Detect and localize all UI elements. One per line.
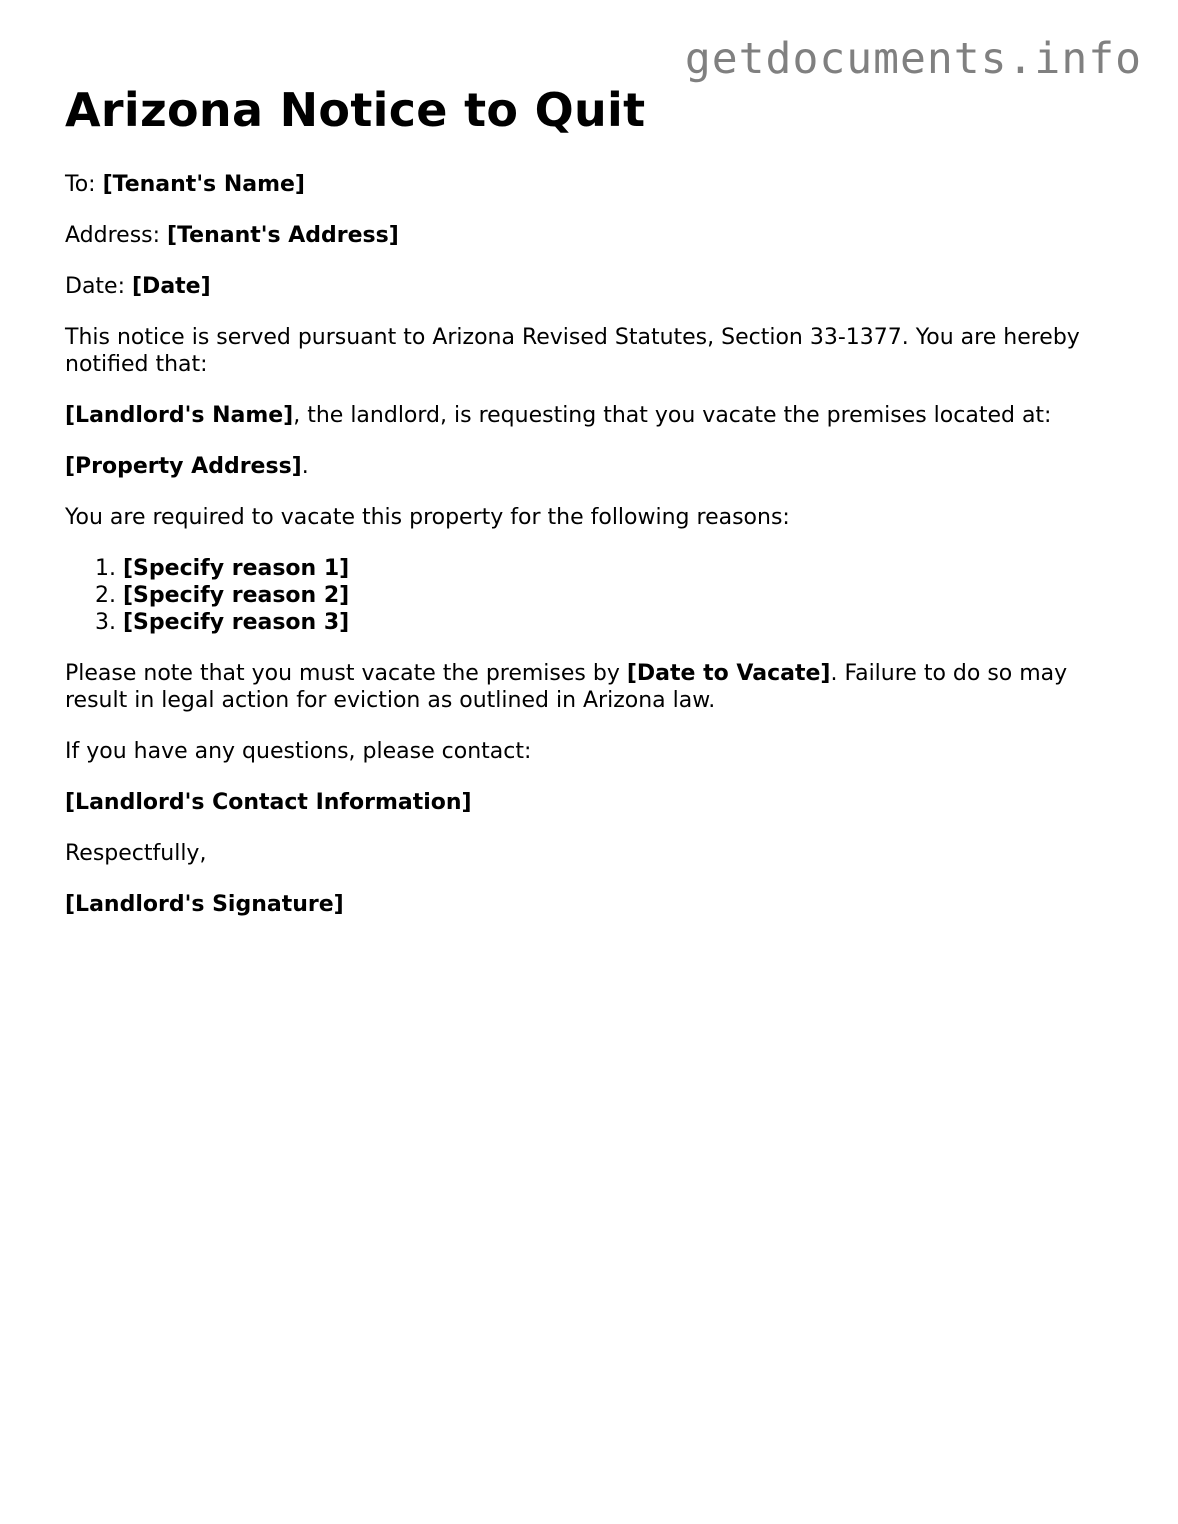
reason-3: [Specify reason 3] xyxy=(123,609,350,635)
landlord-contact-info: [Landlord's Contact Information] xyxy=(65,789,472,815)
watermark-text: getdocuments.info xyxy=(684,34,1142,84)
vacate-before-text: Please note that you must vacate the premises by xyxy=(65,660,627,686)
contact-intro: If you have any questions, please contact: xyxy=(65,738,532,764)
notice-date: [Date] xyxy=(132,273,211,299)
reason-2: [Specify reason 2] xyxy=(123,582,350,608)
intro-paragraph: This notice is served pursuant to Arizona Revised Statutes, Section 33-1377. You are hereby notified that: xyxy=(65,324,1080,377)
vacate-date: [Date to Vacate] xyxy=(626,660,831,686)
vacate-notice-paragraph xyxy=(65,660,1125,714)
property-line xyxy=(65,453,1125,480)
document-title: Arizona Notice to Quit xyxy=(65,83,646,137)
tenant-name: [Tenant's Name] xyxy=(102,171,305,197)
to-label: To: xyxy=(65,171,103,197)
list-item xyxy=(123,582,1125,609)
property-suffix: . xyxy=(301,453,309,479)
landlord-name: [Landlord's Name] xyxy=(65,402,294,428)
document-body xyxy=(65,84,1125,942)
date-line xyxy=(65,273,1125,300)
to-line xyxy=(65,171,1125,198)
list-item xyxy=(123,609,1125,636)
vacate-after-text: . Failure to do so may result in legal action for eviction as outlined in Arizona law. xyxy=(65,660,1068,713)
landlord-signature: [Landlord's Signature] xyxy=(65,891,344,917)
tenant-address: [Tenant's Address] xyxy=(167,222,399,248)
address-label: Address: xyxy=(65,222,168,248)
reasons-intro: You are required to vacate this property for the following reasons: xyxy=(65,504,790,530)
landlord-request-paragraph xyxy=(65,402,1125,429)
property-address: [Property Address] xyxy=(65,453,302,479)
list-item xyxy=(123,555,1125,582)
address-line xyxy=(65,222,1125,249)
landlord-request-text: , the landlord, is requesting that you vacate the premises located at: xyxy=(293,402,1052,428)
reasons-list xyxy=(65,555,1125,636)
closing-line: Respectfully, xyxy=(65,840,207,866)
reason-1: [Specify reason 1] xyxy=(123,555,350,581)
contact-info-line xyxy=(65,789,1125,816)
date-label: Date: xyxy=(65,273,132,299)
signature-line xyxy=(65,891,1125,918)
